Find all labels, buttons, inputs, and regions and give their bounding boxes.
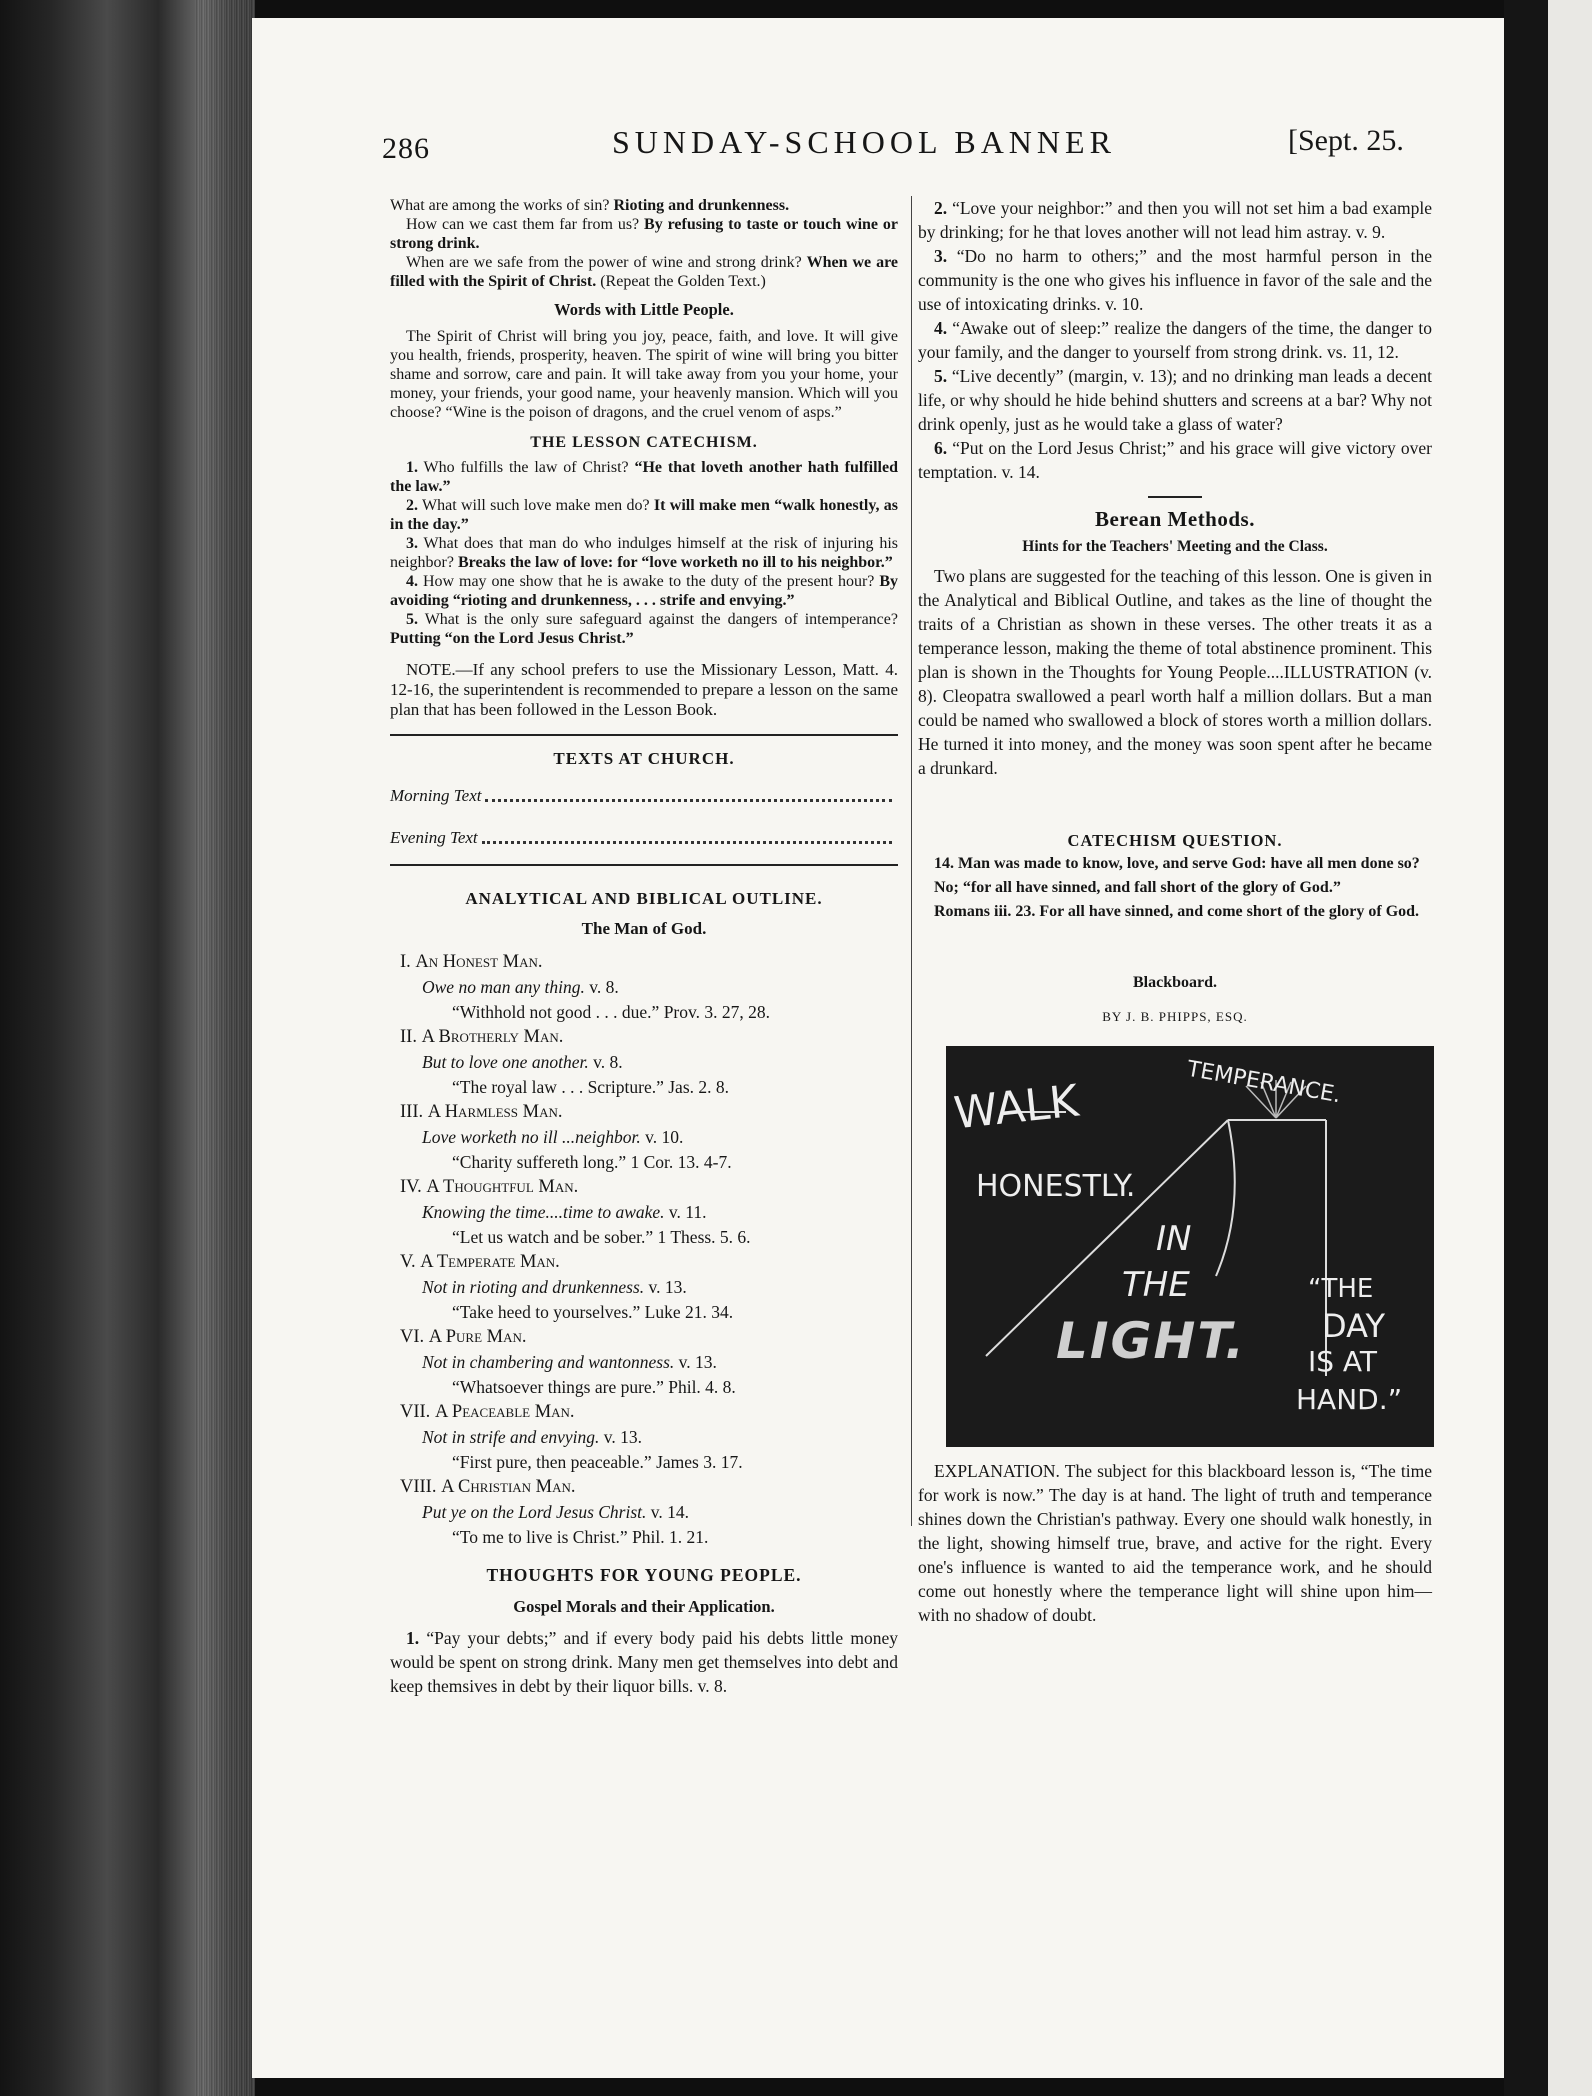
thought-item: 5. “Live decently” (margin, v. 13); and no drinking man leads a decent life, or why should he hide behind shutters and screens at a bar? Why not drink openly, just as he would take a glass of water? xyxy=(918,366,1432,434)
blackboard-byline: BY J. B. PHIPPS, ESQ. xyxy=(1102,1009,1248,1024)
outline-item-title: II. A Brotherly Man. xyxy=(400,1027,564,1047)
outline-heading: ANALYTICAL AND BIBLICAL OUTLINE. xyxy=(465,889,823,908)
little-people-heading: Words with Little People. xyxy=(554,300,734,319)
bb-honestly: HONESTLY. xyxy=(976,1169,1136,1204)
bb-in: IN xyxy=(1156,1219,1192,1259)
column-divider xyxy=(911,196,912,1526)
qa-item: How can we cast them far from us? By refusing to taste or touch wine or strong drink. xyxy=(390,216,898,252)
outline-item-quote: “Charity suffereth long.” 1 Cor. 13. 4-7. xyxy=(452,1152,732,1172)
catechism-question xyxy=(918,854,1432,922)
outline-item-text: Knowing the time....time to awake. v. 11. xyxy=(422,1202,707,1222)
outline-item-quote: “Let us watch and be sober.” 1 Thess. 5. 6. xyxy=(452,1227,751,1247)
outline-item-title: VII. A Peaceable Man. xyxy=(400,1402,575,1422)
outline-item-text: Put ye on the Lord Jesus Christ. v. 14. xyxy=(422,1502,690,1522)
thoughts-heading: THOUGHTS FOR YOUNG PEOPLE. xyxy=(486,1565,802,1585)
outline-item-title: I. An Honest Man. xyxy=(400,952,543,972)
bb-quote-line-3: IS AT xyxy=(1308,1345,1378,1378)
blackboard-explanation: EXPLANATION. The subject for this blackboard lesson is, “The time for work is now.” The day is at hand. The light of truth and temperance shines down the Christian's pathway. Every one should walk honestly, in the light, showing himself true, brave, and active for the right. Every one's influence is wanted to aid the temperance work, and he should come out honestly where the temperance light will shine upon him—with no shadow of doubt. xyxy=(918,1461,1432,1625)
outline-item-quote: “First pure, then peaceable.” James 3. 17. xyxy=(452,1452,743,1472)
outline-item-text: Love worketh no ill ...neighbor. v. 10. xyxy=(422,1127,684,1147)
thought-item: 4. “Awake out of sleep:” realize the dangers of the time, the danger to your family, and the danger to yourself from strong drink. vs. 11, 12. xyxy=(918,318,1432,362)
right-column xyxy=(918,196,1432,1627)
page-edges xyxy=(195,0,255,2096)
catechism-item: 5. What is the only sure safeguard against the dangers of intemperance? Putting “on the Lord Jesus Christ.” xyxy=(390,611,898,647)
outline-item-text: Not in rioting and drunkenness. v. 13. xyxy=(422,1277,687,1297)
thoughts-subheading: Gospel Morals and their Application. xyxy=(513,1597,775,1616)
berean-subheading: Hints for the Teachers' Meeting and the Class. xyxy=(1022,538,1328,555)
outline-item-title: VI. A Pure Man. xyxy=(400,1327,527,1347)
qa-item: What are among the works of sin? Rioting and drunkenness. xyxy=(390,197,790,214)
little-people-text: The Spirit of Christ will bring you joy, peace, faith, and love. It will give you health, friends, prosperity, heaven. The spirit of wine will bring you bitter shame and sorrow, care and pain. It will take away from you your home, your money, your friends, your good name, your heavenly mansion. Which will you choose? “Wine is the poison of dragons, and the cruel venom of asps.” xyxy=(390,328,898,421)
question: 14. Man was made to know, love, and serve God: have all men done so? xyxy=(934,855,1420,872)
issue-date: [Sept. 25. xyxy=(1288,124,1404,157)
lesson-catechism xyxy=(390,458,898,648)
blackboard-heading: Blackboard. xyxy=(1132,974,1217,991)
outline-item-quote: “Withhold not good . . . due.” Prov. 3. 27, 28. xyxy=(452,1002,770,1022)
thought-item: 6. “Put on the Lord Jesus Christ;” and his grace will give victory over temptation. v. 14. xyxy=(918,438,1432,482)
answer: No; “for all have sinned, and fall short of the glory of God.” xyxy=(934,879,1341,896)
texts-heading: TEXTS AT CHURCH. xyxy=(553,749,735,768)
left-column xyxy=(390,196,898,1698)
missionary-note: NOTE.—If any school prefers to use the Missionary Lesson, Matt. 4. 12-16, the superintendent is recommended to prepare a lesson on the same plan that has been followed in the Lesson Book. xyxy=(390,660,898,719)
outline-item-quote: “Take heed to yourselves.” Luke 21. 34. xyxy=(452,1302,734,1322)
bb-the: THE xyxy=(1122,1265,1190,1305)
rule xyxy=(390,734,898,736)
outline-item-title: VIII. A Christian Man. xyxy=(400,1477,576,1497)
outline-item-quote: “The royal law . . . Scripture.” Jas. 2. 8. xyxy=(452,1077,730,1097)
outline-item-text: Not in strife and envying. v. 13. xyxy=(422,1427,643,1447)
intro-qa xyxy=(390,196,898,291)
bb-light: LIGHT. xyxy=(1056,1312,1246,1370)
blackboard-illustration xyxy=(946,1046,1434,1447)
outline-item-quote: “Whatsoever things are pure.” Phil. 4. 8. xyxy=(452,1377,736,1397)
berean-heading: Berean Methods. xyxy=(1095,507,1255,531)
thought-item: 2. “Love your neighbor:” and then you will not set him a bad example by drinking; for he that loves another will not lead him astray. v. 9. xyxy=(918,198,1432,242)
scripture-ref: Romans iii. 23. For all have sinned, and come short of the glory of God. xyxy=(934,903,1420,920)
catechism-item: 1. Who fulfills the law of Christ? “He that loveth another hath fulfilled the law.” xyxy=(390,459,898,495)
catechism-heading: THE LESSON CATECHISM. xyxy=(530,434,758,451)
berean-text: Two plans are suggested for the teaching of this lesson. One is given in the Analytical and Biblical Outline, and takes as the line of thought the traits of a Christian as shown in these verses. The other treats it as a temperance lesson, making the theme of total abstinence prominent. This plan is shown in the Thoughts for Young People....ILLUSTRATION (v. 8). Cleopatra swallowed a pearl worth half a million dollars. But a man could be named who swallowed a block of stores worth a million dollars. He turned it into money, and the money was soon spent after he became a drunkard. xyxy=(918,566,1433,778)
thoughts-continued xyxy=(918,196,1432,484)
thought-item: 3. “Do no harm to others;” and the most harmful person in the community is the one who gives his influence in favor of the sale and the use of intoxicating drinks. v. 10. xyxy=(918,246,1433,314)
bb-walk: WALK xyxy=(951,1075,1081,1140)
morning-text-line: Morning Text xyxy=(390,784,898,808)
catechism-item: 2. What will such love make men do? It will make men “walk honestly, as in the day.” xyxy=(390,497,898,533)
outline-item-text: Not in chambering and wantonness. v. 13. xyxy=(422,1352,717,1372)
short-rule xyxy=(1148,496,1202,498)
facing-page-edge xyxy=(1548,0,1592,2096)
thought-item: 1. “Pay your debts;” and if every body paid his debts little money would be spent on strong drink. Many men get themselves into debt and keep themsives in debt by their liquor bills. v. 8. xyxy=(390,1628,898,1696)
bb-temperance: TEMPERANCE. xyxy=(1185,1056,1343,1109)
running-title: SUNDAY-SCHOOL BANNER xyxy=(612,124,1116,160)
evening-text-line: Evening Text xyxy=(390,826,898,850)
outline-subheading: The Man of God. xyxy=(581,919,707,938)
qa-item: When are we safe from the power of wine and strong drink? When we are filled with the Spirit of Christ. (Repeat the Golden Text.) xyxy=(390,254,898,290)
bb-quote-line-2: DAY xyxy=(1322,1307,1386,1345)
catechism-question-heading: CATECHISM QUESTION. xyxy=(1067,831,1283,850)
rule xyxy=(390,864,898,866)
outline-item-title: V. A Temperate Man. xyxy=(400,1252,560,1272)
biblical-outline xyxy=(390,950,898,1550)
outline-item-text: Owe no man any thing. v. 8. xyxy=(422,977,619,997)
bb-quote-line-1: “THE xyxy=(1308,1274,1374,1304)
bb-quote-line-4: HAND.” xyxy=(1296,1383,1403,1416)
page-number: 286 xyxy=(382,132,430,165)
outline-item-title: IV. A Thoughtful Man. xyxy=(400,1177,579,1197)
outline-item-quote: “To me to live is Christ.” Phil. 1. 21. xyxy=(452,1527,709,1547)
outline-item-text: But to love one another. v. 8. xyxy=(422,1052,623,1072)
catechism-item: 4. How may one show that he is awake to the duty of the present hour? By avoiding “rioting and drunkenness, . . . strife and envying.” xyxy=(390,573,899,609)
outline-item-title: III. A Harmless Man. xyxy=(400,1102,563,1122)
catechism-item: 3. What does that man do who indulges himself at the risk of injuring his neighbor? Breaks the law of love: for “love worketh no ill to his neighbor.” xyxy=(390,535,898,571)
